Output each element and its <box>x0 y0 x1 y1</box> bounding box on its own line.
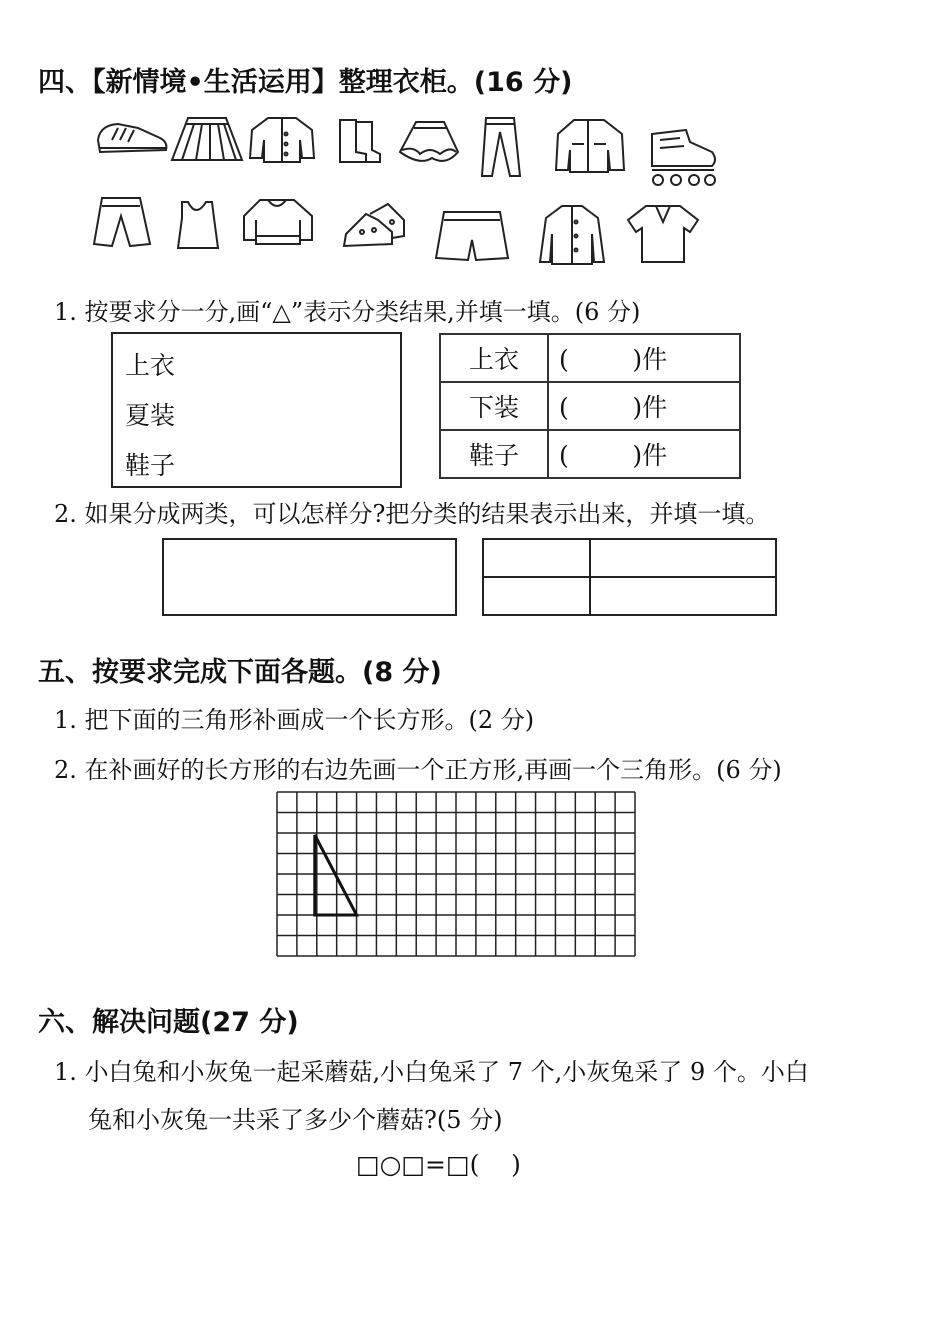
section4-q1: 1. 按要求分一分,画“△”表示分类结果,并填一填。(6 分) <box>54 298 641 326</box>
section6-title: 六、解决问题(27 分) <box>38 1007 299 1038</box>
count-table <box>439 333 741 479</box>
section5-q1: 1. 把下面的三角形补画成一个长方形。(2 分) <box>54 706 535 734</box>
shirt-icon <box>540 206 604 264</box>
sneakers-icon <box>344 204 404 246</box>
table-divider <box>484 576 775 578</box>
short-pants-icon <box>436 212 508 260</box>
table-row <box>440 334 740 382</box>
section4-q2: 2. 如果分成两类，可以怎样分?把分类的结果表示出来，并填一填。 <box>54 500 770 528</box>
table-cell: 鞋子 <box>440 430 548 478</box>
answer-blank[interactable]: ( )件 <box>548 430 740 478</box>
section5-title: 五、按要求完成下面各题。(8 分) <box>38 657 442 688</box>
answer-box[interactable] <box>162 538 457 616</box>
sweater-icon <box>244 200 312 244</box>
drawing-grid[interactable] <box>276 791 636 957</box>
clothes-row2 <box>0 0 950 300</box>
section4-title: 四、【新情境•生活运用】整理衣柜。(16 分) <box>38 67 573 98</box>
polo-shirt-icon <box>628 206 698 262</box>
category-box[interactable] <box>111 332 402 488</box>
table-cell: 上衣 <box>440 334 548 382</box>
shorts-icon <box>94 198 150 246</box>
category-label: 鞋子 <box>125 451 176 480</box>
section6-q1-line2: 兔和小灰兔一共采了多少个蘑菇?(5 分) <box>88 1106 503 1134</box>
table-cell: 下装 <box>440 382 548 430</box>
equation[interactable]: □○□=□( ) <box>356 1150 521 1179</box>
section6-q1-line1: 1. 小白兔和小灰兔一起采蘑菇,小白兔采了 7 个,小灰兔采了 9 个。小白 <box>54 1058 809 1086</box>
answer-table[interactable] <box>482 538 777 616</box>
section5-q2: 2. 在补画好的长方形的右边先画一个正方形,再画一个三角形。(6 分) <box>54 756 782 784</box>
tank-top-icon <box>178 202 218 248</box>
table-row <box>440 430 740 478</box>
category-label: 夏装 <box>125 401 176 430</box>
answer-blank[interactable]: ( )件 <box>548 334 740 382</box>
triangle-shape <box>315 835 357 915</box>
table-row <box>440 382 740 430</box>
category-label: 上衣 <box>125 351 176 380</box>
answer-blank[interactable]: ( )件 <box>548 382 740 430</box>
